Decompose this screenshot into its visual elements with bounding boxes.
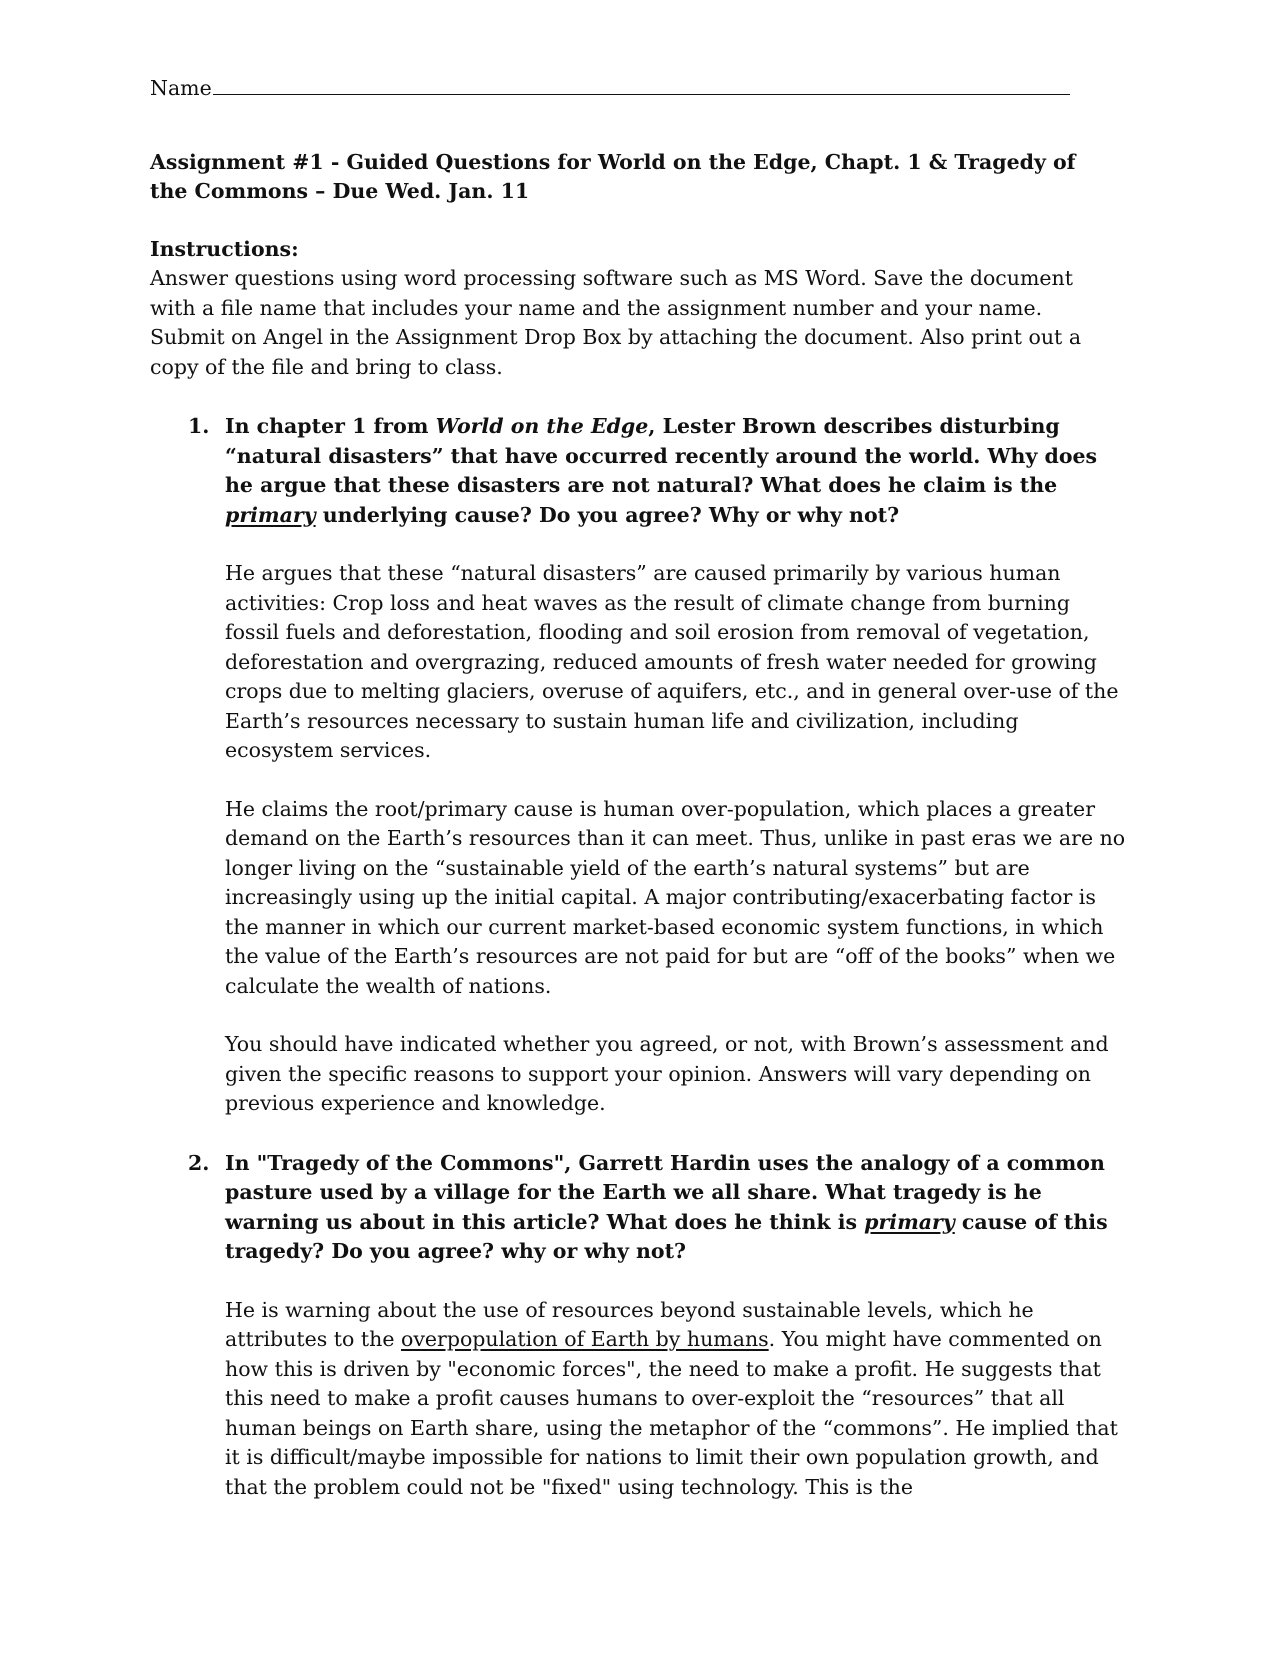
answer-paragraph: He argues that these “natural disasters” are caused primarily by various human activities: Crop loss and heat waves as the result of climate change from burning fossil fuels and deforestation, flooding and soil erosion from removal of vegetation, deforestation and overgrazing, reduced amounts of fresh water needed for growing crops due to melting glaciers, overuse of aquifers, etc., and in general over-use of the Earth’s resources necessary to sustain human life and civilization, including ecosystem services. [225, 561, 1119, 762]
answer-paragraph: He claims the root/primary cause is human over-population, which places a greater demand on the Earth’s resources than it can meet. Thus, unlike in past eras we are no longer living on the “sustainable yield of the earth’s natural systems” but are increasingly using up the initial capital. A major contributing/exacerbating factor is the manner in which our current market-based economic system functions, in which the value of the Earth’s resources are not paid for but are “off of the books” when we calculate the wealth of nations. [225, 796, 1126, 998]
underlined-phrase: overpopulation of Earth by humans [400, 1327, 769, 1351]
question-number: 2. [188, 1150, 210, 1175]
book-title: World on the Edge [435, 414, 649, 438]
answer-paragraph: You should have indicated whether you agreed, or not, with Brown’s assessment and given the specific reasons to support your opinion. Answers will vary depending on previous experience and knowledge. [225, 1032, 1109, 1115]
prompt-text: In "Tragedy of the Commons", Garrett Hardin uses the analogy of a common pasture used by a village for the Earth we all share. What tragedy is he warning us about in this article? What does he think is [225, 1150, 1105, 1234]
question-list [150, 412, 1140, 1502]
prompt-text: cause of this tragedy? Do you agree? why or why not? [225, 1209, 1108, 1263]
question-2 [150, 1149, 1140, 1503]
prompt-text: underlying cause? Do you agree? Why or why not? [315, 502, 900, 527]
prompt-text: In chapter 1 from [225, 414, 436, 438]
question-prompt [225, 412, 1125, 530]
answer-text: He is warning about the use of resources beyond sustainable levels, which he attributes to the [225, 1297, 1034, 1351]
assignment-title: Assignment #1 - Guided Questions for World on the Edge, Chapt. 1 & Tragedy of the Commons – Due Wed. Jan. 11 [150, 149, 1076, 203]
emphasis-primary: primary [864, 1209, 955, 1234]
answer-paragraph [225, 1296, 1130, 1503]
name-blank-rule [213, 74, 1070, 95]
name-field-line [150, 74, 1070, 104]
document-page [150, 74, 1140, 1502]
emphasis-primary: primary [225, 502, 316, 527]
answer-text: . You might have commented on how this is driven by "economic forces", the need to make a profit. He suggests that this need to make a profit causes humans to over-exploit the “resources” that all human beings on Earth share, using the metaphor of the “commons”. He implied that it is difficult/maybe impossible for nations to limit their own population growth, and that the problem could not be "fixed" using technology. This is the [225, 1327, 1118, 1499]
question-prompt [225, 1149, 1125, 1267]
question-1 [150, 412, 1140, 1119]
instructions-body: Answer questions using word processing software such as MS Word. Save the document with a file name that includes your name and the assignment number and your name. Submit on Angel in the Assignment Drop Box by attaching the document. Also print out a copy of the file and bring to class. [150, 266, 1082, 379]
question-number: 1. [188, 414, 210, 438]
prompt-text: , Lester Brown describes disturbing “natural disasters” that have occurred recently around the world. Why does he argue that these disasters are not natural? What does he claim is the [225, 414, 1098, 497]
instructions-heading: Instructions: [150, 236, 299, 261]
name-label: Name [150, 76, 212, 100]
